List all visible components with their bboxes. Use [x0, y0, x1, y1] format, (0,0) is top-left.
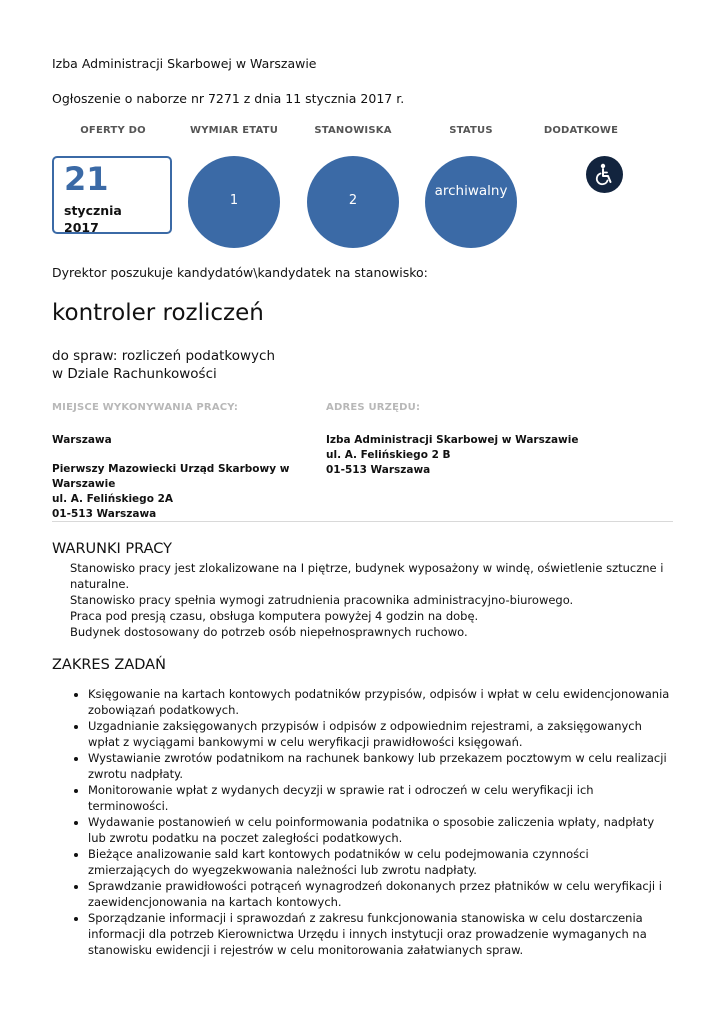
task-item: • Sprawdzanie prawidłowości potrąceń wynagrodzeń dokonanych przez płatników w celu weryfikacji i zaewidencjonowania na kartach kontowych.: [88, 878, 672, 910]
workplace-line: Warszawie: [52, 478, 116, 490]
office-address-line: Izba Administracji Skarbowej w Warszawie: [326, 434, 579, 446]
task-item: • Monitorowanie wpłat z wydanych decyzji w sprawie rat i odroczeń w celu weryfikacji ich terminowości.: [88, 782, 672, 814]
task-item: • Wydawanie postanowień w celu poinformowania podatnika o sposobie zaliczenia wpłaty, nadpłaty lub zwrotu podatku na poczet zaległości podatkowych.: [88, 814, 672, 846]
header-work-time: WYMIAR ETATU: [189, 125, 279, 136]
task-item: • Sporządzanie informacji i sprawozdań z zakresu funkcjonowania stanowiska w celu dostarczenia informacji dla potrzeb Kierownictwa Urzędu i innych instytucji oraz prowadzenie wymaganych na stanowisku ewidencji i rejestrów w celu monitorowania załatwianych spraw.: [88, 910, 672, 958]
workplace-city: Warszawa: [52, 434, 112, 446]
office-address-label: ADRES URZĘDU:: [326, 402, 421, 413]
deadline-month: stycznia: [64, 203, 122, 218]
office-address-line: ul. A. Felińskiego 2 B: [326, 449, 451, 461]
positions-circle: [307, 156, 399, 248]
office-address-line: 01-513 Warszawa: [326, 464, 431, 476]
conditions-text: [70, 560, 670, 640]
wheelchair-icon: [586, 156, 623, 193]
organization-name: Izba Administracji Skarbowej w Warszawie: [52, 56, 317, 71]
tasks-list: [52, 686, 672, 958]
header-offers-until: OFERTY DO: [80, 125, 146, 136]
workplace-line: 01-513 Warszawa: [52, 508, 157, 520]
header-additional: DODATKOWE: [543, 125, 619, 136]
conditions-line: Budynek dostosowany do potrzeb osób niepełnosprawnych ruchowo.: [70, 625, 468, 639]
announcement-title: Ogłoszenie o naborze nr 7271 z dnia 11 stycznia 2017 r.: [52, 91, 405, 106]
positions-value: 2: [348, 193, 358, 208]
work-time-circle: [188, 156, 280, 248]
task-item: • Księgowanie na kartach kontowych podatników przypisów, odpisów i wpłat w celu ewidencjonowania zobowiązań podatkowych.: [88, 686, 672, 718]
header-status: STATUS: [449, 125, 493, 136]
director-line: Dyrektor poszukuje kandydatów\kandydatek na stanowisko:: [52, 265, 428, 280]
position-subtitle-2: w Dziale Rachunkowości: [52, 366, 217, 382]
conditions-line: Praca pod presją czasu, obsługa komputera powyżej 4 godzin na dobę.: [70, 609, 479, 623]
workplace-line: ul. A. Felińskiego 2A: [52, 493, 173, 505]
position-subtitle-1: do spraw: rozliczeń podatkowych: [52, 348, 276, 364]
workplace-label: MIEJSCE WYKONYWANIA PRACY:: [52, 402, 239, 413]
conditions-line: Stanowisko pracy spełnia wymogi zatrudnienia pracownika administracyjno-biurowego.: [70, 593, 574, 607]
deadline-day: 21: [64, 160, 109, 198]
section-divider: [52, 521, 673, 522]
work-time-value: 1: [229, 193, 239, 208]
status-circle: [425, 156, 517, 248]
task-item: • Bieżące analizowanie sald kart kontowych podatników w celu podejmowania czynności zmierzających do wyegzekwowania należności lub zwrotu nadpłaty.: [88, 846, 672, 878]
deadline-year: 2017: [64, 220, 99, 235]
task-item: • Uzgadnianie zaksięgowanych przypisów i odpisów z odpowiednim rejestrami, a zaksięgowanych wpłat z wyciągami bankowymi w celu weryfikacji prawidłowości księgowań.: [88, 718, 672, 750]
workplace-line: Pierwszy Mazowiecki Urząd Skarbowy w: [52, 463, 290, 475]
deadline-date-box: [52, 156, 172, 234]
header-positions: STANOWISKA: [314, 125, 392, 136]
position-title: kontroler rozliczeń: [52, 300, 264, 326]
tasks-title: ZAKRES ZADAŃ: [52, 657, 166, 673]
conditions-line: Stanowisko pracy jest zlokalizowane na I piętrze, budynek wyposażony w windę, oświetlenie sztuczne i naturalne.: [70, 561, 664, 591]
workplace-address: [52, 462, 312, 522]
status-value: archiwalny: [434, 183, 508, 199]
office-address: [326, 433, 656, 478]
task-item: • Wystawianie zwrotów podatnikom na rachunek bankowy lub przekazem pocztowym w celu realizacji zwrotu nadpłaty.: [88, 750, 672, 782]
conditions-title: WARUNKI PRACY: [52, 541, 173, 557]
